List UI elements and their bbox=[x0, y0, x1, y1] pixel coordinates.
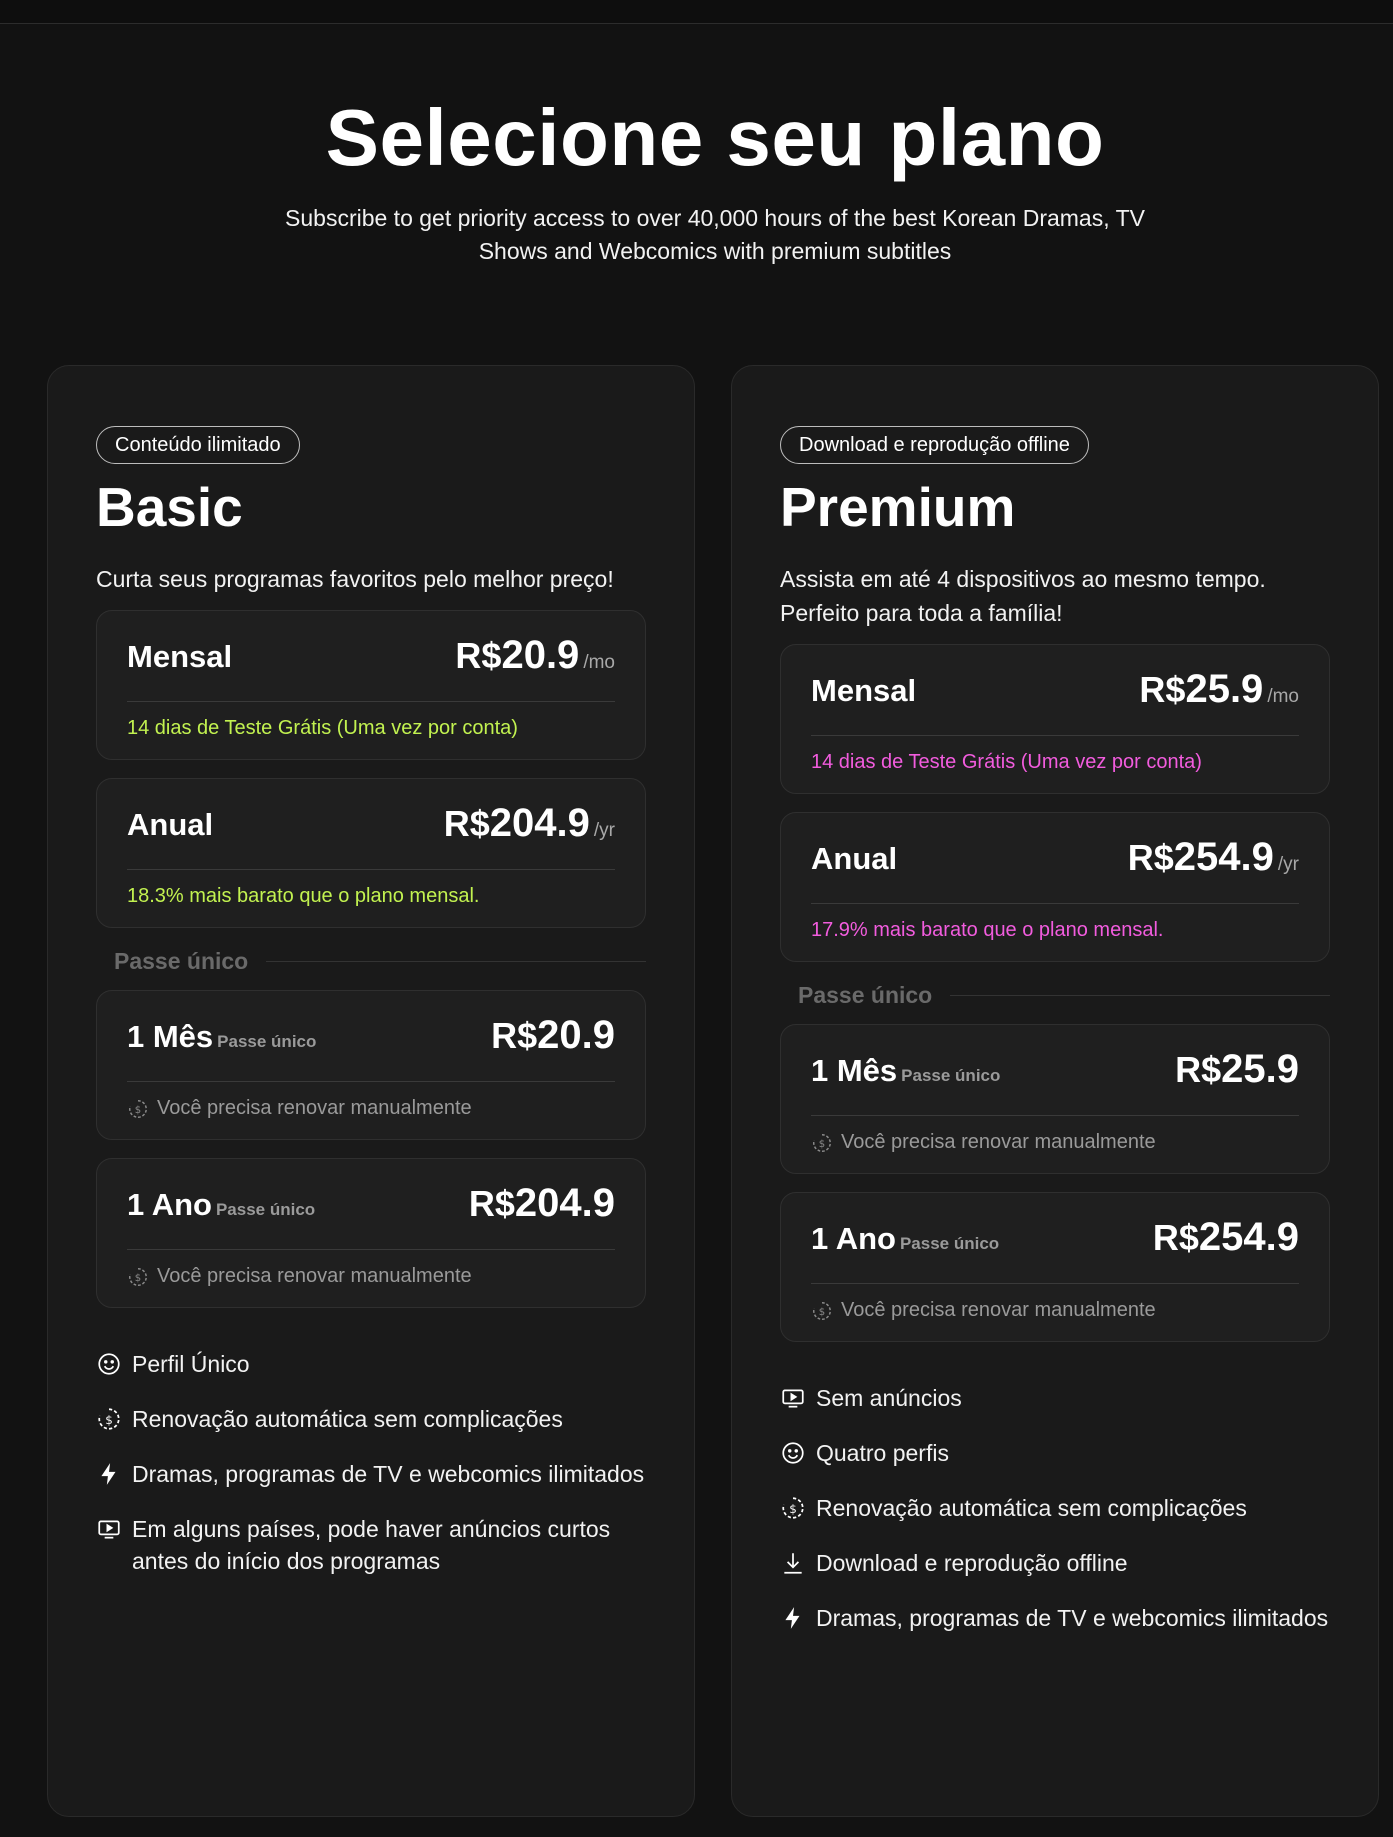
option-price bbox=[1175, 1047, 1299, 1092]
svg-text:$: $ bbox=[818, 1306, 826, 1318]
option-tag: Passe único bbox=[901, 1066, 1001, 1085]
feature-text: Perfil Único bbox=[132, 1351, 250, 1377]
option-1-month-pass[interactable] bbox=[96, 990, 646, 1140]
option-price bbox=[1128, 835, 1299, 880]
feature-text: Renovação automática sem complicações bbox=[816, 1495, 1247, 1521]
price-amount: 204.9 bbox=[514, 1181, 615, 1225]
renew-coin-icon bbox=[811, 1132, 833, 1154]
download-icon bbox=[780, 1550, 806, 1576]
option-tag: Passe único bbox=[899, 1234, 1000, 1253]
option-note bbox=[811, 1131, 1156, 1154]
price-amount: 20.9 bbox=[501, 633, 580, 677]
single-pass-label: Passe único bbox=[798, 981, 933, 1008]
price-amount: 20.9 bbox=[537, 1013, 615, 1057]
svg-text:$: $ bbox=[818, 1138, 826, 1150]
option-label bbox=[811, 1053, 1000, 1089]
price-currency: R$ bbox=[1175, 1049, 1222, 1090]
single-pass-label: Passe único bbox=[114, 947, 249, 974]
feature-item bbox=[780, 1437, 1330, 1469]
feature-text: Renovação automática sem complicações bbox=[132, 1406, 563, 1432]
option-monthly[interactable] bbox=[780, 644, 1330, 794]
option-note-text: Você precisa renovar manualmente bbox=[841, 1299, 1156, 1321]
feature-list bbox=[780, 1382, 1330, 1634]
option-label bbox=[127, 1187, 315, 1223]
option-price bbox=[1139, 667, 1299, 712]
plan-name: Basic bbox=[96, 476, 243, 538]
option-label-text: 1 Ano bbox=[127, 1187, 212, 1222]
lightning-icon bbox=[96, 1461, 122, 1487]
single-pass-divider bbox=[780, 980, 1330, 1010]
feature-text: Dramas, programas de TV e webcomics ilimitados bbox=[132, 1461, 645, 1487]
renew-coin-icon bbox=[127, 1098, 149, 1120]
option-note-text: Você precisa renovar manualmente bbox=[157, 1097, 472, 1119]
page-title: Selecione seu plano bbox=[325, 93, 1105, 182]
smiley-icon bbox=[780, 1440, 806, 1466]
price-currency: R$ bbox=[455, 635, 502, 676]
option-note-text: Você precisa renovar manualmente bbox=[841, 1131, 1156, 1153]
option-label: Anual bbox=[811, 841, 898, 876]
feature-item bbox=[780, 1382, 1330, 1414]
option-tag: Passe único bbox=[217, 1032, 317, 1051]
option-label: Mensal bbox=[811, 673, 917, 708]
option-label-text: 1 Mês bbox=[811, 1053, 898, 1088]
smiley-icon bbox=[96, 1351, 122, 1377]
plan-badge: Download e reprodução offline bbox=[780, 426, 1089, 464]
option-price bbox=[444, 801, 615, 846]
tv-play-icon bbox=[780, 1385, 806, 1411]
feature-text: Download e reprodução offline bbox=[816, 1550, 1128, 1576]
price-period: /mo bbox=[583, 652, 615, 673]
option-note bbox=[127, 1265, 472, 1288]
option-annual[interactable] bbox=[96, 778, 646, 928]
price-amount: 204.9 bbox=[489, 801, 590, 845]
option-note: 17.9% mais barato que o plano mensal. bbox=[811, 919, 1164, 941]
option-label-text: 1 Ano bbox=[811, 1221, 896, 1256]
price-currency: R$ bbox=[1152, 1217, 1199, 1258]
option-divider bbox=[127, 701, 615, 702]
subtitle-line-1: Subscribe to get priority access to over 40,000 hours of the best Korean Dramas, TV bbox=[285, 205, 1145, 231]
feature-text: Quatro perfis bbox=[816, 1440, 949, 1466]
price-currency: R$ bbox=[443, 803, 490, 844]
price-currency: R$ bbox=[1139, 669, 1186, 710]
divider-line bbox=[266, 961, 646, 962]
option-note-text: Você precisa renovar manualmente bbox=[157, 1265, 472, 1287]
feature-item bbox=[96, 1348, 646, 1380]
option-label bbox=[127, 1019, 316, 1055]
price-currency: R$ bbox=[491, 1015, 538, 1056]
option-divider bbox=[811, 735, 1299, 736]
feature-item bbox=[780, 1547, 1330, 1579]
option-note: 14 dias de Teste Grátis (Uma vez por conta) bbox=[811, 751, 1202, 773]
plan-description: Assista em até 4 dispositivos ao mesmo tempo. Perfeito para toda a família! bbox=[780, 566, 1266, 626]
option-note bbox=[127, 1097, 472, 1120]
subtitle-line-2: Shows and Webcomics with premium subtitles bbox=[478, 238, 952, 264]
option-annual[interactable] bbox=[780, 812, 1330, 962]
option-tag: Passe único bbox=[215, 1200, 316, 1219]
price-period: /mo bbox=[1267, 686, 1299, 707]
feature-item bbox=[780, 1602, 1330, 1634]
option-1-year-pass[interactable] bbox=[96, 1158, 646, 1308]
page-subtitle bbox=[255, 202, 1175, 268]
price-period: /yr bbox=[593, 820, 615, 841]
price-amount: 25.9 bbox=[1221, 1047, 1299, 1091]
option-1-month-pass[interactable] bbox=[780, 1024, 1330, 1174]
feature-list bbox=[96, 1348, 646, 1577]
svg-text:$: $ bbox=[789, 1501, 797, 1516]
renew-coin-icon bbox=[811, 1300, 833, 1322]
price-currency: R$ bbox=[468, 1183, 515, 1224]
option-price bbox=[469, 1181, 615, 1226]
feature-item bbox=[96, 1403, 646, 1435]
single-pass-divider bbox=[96, 946, 646, 976]
feature-item bbox=[96, 1513, 646, 1577]
svg-text:$: $ bbox=[134, 1272, 142, 1284]
top-bar bbox=[0, 0, 1393, 24]
plan-badge: Conteúdo ilimitado bbox=[96, 426, 300, 464]
option-divider bbox=[811, 1283, 1299, 1284]
renew-coin-icon bbox=[96, 1406, 122, 1432]
option-divider bbox=[811, 903, 1299, 904]
plan-name: Premium bbox=[780, 476, 1016, 538]
price-amount: 254.9 bbox=[1173, 835, 1274, 879]
option-label-text: 1 Mês bbox=[127, 1019, 214, 1054]
price-currency: R$ bbox=[1127, 837, 1174, 878]
option-price bbox=[1153, 1215, 1299, 1260]
option-label: Anual bbox=[127, 807, 214, 842]
option-divider bbox=[127, 1081, 615, 1082]
option-divider bbox=[127, 1249, 615, 1250]
svg-text:$: $ bbox=[105, 1412, 113, 1427]
feature-item bbox=[780, 1492, 1330, 1524]
option-divider bbox=[811, 1115, 1299, 1116]
option-note bbox=[811, 1299, 1156, 1322]
tv-play-icon bbox=[96, 1516, 122, 1542]
plan-card-premium bbox=[731, 365, 1379, 1817]
svg-text:$: $ bbox=[134, 1104, 142, 1116]
renew-coin-icon bbox=[780, 1495, 806, 1521]
feature-text: Sem anúncios bbox=[816, 1385, 962, 1411]
price-amount: 254.9 bbox=[1198, 1215, 1299, 1259]
price-period: /yr bbox=[1277, 854, 1299, 875]
plan-description: Curta seus programas favoritos pelo melhor preço! bbox=[96, 566, 614, 592]
option-price bbox=[455, 633, 615, 678]
plan-card-basic bbox=[47, 365, 695, 1817]
option-divider bbox=[127, 869, 615, 870]
option-note: 14 dias de Teste Grátis (Uma vez por conta) bbox=[127, 717, 518, 739]
feature-text: Dramas, programas de TV e webcomics ilimitados bbox=[816, 1605, 1329, 1631]
renew-coin-icon bbox=[127, 1266, 149, 1288]
option-label bbox=[811, 1221, 999, 1257]
lightning-icon bbox=[780, 1605, 806, 1631]
option-note: 18.3% mais barato que o plano mensal. bbox=[127, 885, 480, 907]
option-monthly[interactable] bbox=[96, 610, 646, 760]
price-amount: 25.9 bbox=[1185, 667, 1264, 711]
option-1-year-pass[interactable] bbox=[780, 1192, 1330, 1342]
divider-line bbox=[950, 995, 1330, 996]
option-label: Mensal bbox=[127, 639, 233, 674]
feature-item bbox=[96, 1458, 646, 1490]
feature-text: Em alguns países, pode haver anúncios curtos antes do início dos programas bbox=[132, 1516, 611, 1574]
option-price bbox=[491, 1013, 615, 1058]
